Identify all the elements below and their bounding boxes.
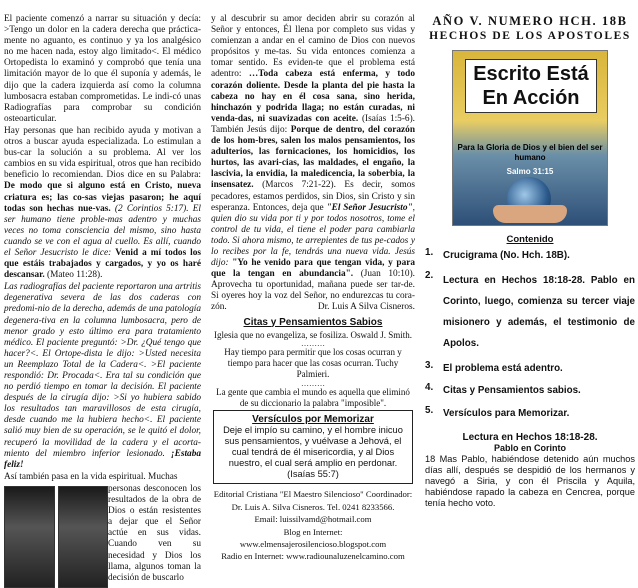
reading-subtitle: Pablo en Corinto — [494, 443, 566, 454]
cover-subtitle: Para la Gloria de Dios y el bien del ser humano — [457, 143, 603, 162]
editorial-info — [211, 488, 415, 562]
list-item: 3. El problema está adentro. — [425, 359, 563, 374]
cover-title: Escrito Está En Acción — [465, 59, 597, 113]
list-item: 5. Versículos para Memorizar. — [425, 404, 570, 419]
quote: La gente que cambia el mundo es aquella que eliminó de su diccionario la palabra "imposible". — [216, 386, 410, 408]
editorial-line: Editorial Cristiana "El Maestro Silencioso" Coordinador: — [213, 489, 413, 500]
author: Dr. Luis A Silva Cisneros. — [317, 302, 415, 313]
issue-header: AÑO V. NUMERO HCH. 18B — [432, 14, 628, 28]
reading-title: Lectura en Hechos 18:18-28. — [462, 432, 598, 444]
editorial-line: Dr. Luis A. Silva Cisneros. Tel. 0241 8233566. — [231, 501, 395, 512]
verses-title: Versículos por Memorizar — [252, 414, 374, 426]
radio-link: Radio en Internet: www.radiounaluzenelcamino.com — [221, 551, 405, 562]
paragraph: y al descubrir su amor deciden abrir su corazón al Señor y entonces, Él llena por completo sus vidas y comienzan a andar en el camino de Dios con nuevos propósitos y me-tas. Su vida entonces comienza a tomar sentido. Es eviden-te que el problema está adentro: …Toda cabeza está enferma, y todo corazón doliente. Desde la planta del pie hasta la cabeza no hay en él cosa sana, sino herida, hinchazón y podrida llaga; no están curadas, ni venda-das, ni suavizadas con aceite. (Isaías 1:5-6). También Jesús dijo: Porque de dentro, del corazón de los hom-bres, salen los malos pensamientos, los adulterios, las fornicaciones, los homicidios, los hurtos, las avari-cias, las maldades, el engaño, la lascivia, la envidia, la maledicencia, la soberbia, la insensatez. (Marcos 7:21-22). Es decir, somos pecadores, estamos perdidos, sin Dios, sin Cristo y sin esperanza. Entonces, deja que "El Señor Jesucristo", quien dio su vida por ti y por todos nosotros, tome el control de tu vida, el tiene el poder para cambiarla todo. Si ahora mismo, te arrepientes de tus pe-cados y lo recibes por la fe, tendrás una nueva vida. Jesús dijo: "Yo he venido para que tengan vida, y para que la tengan en abundancia". (Juan 10:10). Aprovecha tu oportunidad, mañana puede ser tar-de. Si oyeres hoy la voz del Señor, no endurezcas tu cora-zón. Dr. Luis A Silva Cisneros. — [211, 14, 416, 313]
cover-image — [452, 50, 608, 226]
paragraph: El paciente comenzó a narrar su situación y decía: >Tengo un dolor en la cadera derecha que práctica-mente no aguanto, es continuo y ya los analgésico no me hacen nada, estoy algo limitado<. El médico Ortopedista lo examinó y comprobó que tenía una limitación mayor de lo que él suponía y además, le dijo que la cadera izquierda así como la columna lumbosacra estaban comprometidas. Le indi-có unas Radiografías para comprobar su condición osteoarticular. — [4, 14, 201, 124]
book-header: HECHOS DE LOS APOSTOLES — [429, 30, 631, 42]
xray-image — [4, 486, 108, 586]
quote: Iglesia que no evangeliza, se fosiliza. Oswald J. Smith. — [214, 329, 412, 340]
separator: ……… — [301, 339, 325, 349]
list-item: 4. Citas y Pensamientos sabios. — [425, 382, 581, 397]
quotes-title: Citas y Pensamientos Sabios — [243, 316, 383, 328]
quote: Hay tiempo para permitir que los cosas ocurran y tiempo para hacer que las cosas ocurran. Tuchy Palmieri. — [224, 347, 402, 380]
separator: ……… — [301, 378, 325, 388]
cover-reference: Salmo 31:15 — [506, 167, 554, 176]
list-item: 1. Crucigrama (No. Hch. 18B). — [425, 247, 570, 262]
hand-icon — [493, 205, 567, 223]
article-column-1 — [4, 14, 201, 586]
paragraph: Así también pasa en la vida espiritual. Muchas — [4, 471, 178, 482]
list-item: 2. Lectura en Hechos 18:18-28. Pablo en Corinto, luego, comienza su tercer viaje misionero y además, el testimonio de Apolos. — [425, 269, 635, 349]
cover-column — [425, 14, 635, 509]
article-column-2 — [211, 14, 415, 563]
contents-list — [425, 247, 635, 422]
paragraph: Hay personas que han recibido ayuda y motivan a otros a buscar ayuda especializada. Lo estimulan a bus-car la solución a su problema. Al ver los cambios en su vida espiritual, otros que han recibido beneficio lo recomiendan. Dios dice en su Palabra: De modo que si alguno está en Cristo, nueva criatura es; las co-sas viejas pasaron; he aquí todas son hechas nue-vas. (2 Corintios 5:17). El ser humano tiene proble-mas adentro y muchas veces no toma consciencia del mismo, sino hasta cuando se ve con el agua al cuello. Es allí, cuando el Señor Jesucristo le dice: Venid a mí todos los que estáis trabajados y cargados, y yo os haré descansar. (Mateo 11:28). — [4, 125, 201, 281]
paragraph: personas desconocen los resultados de la obra de Dios o están resistentes a dejar que el Señor actúe en sus vidas. Cuando ven su necesidad y Dios los llama, algunos toman la decisión de buscarlo — [108, 483, 201, 583]
verse-box — [213, 410, 413, 484]
blog-link: Blog en Internet: www.elmensajerosilencioso.blogspot.com — [239, 526, 387, 550]
verse-text: Deje el impío su camino, y el hombre inicuo sus pensamientos, y vuélvase a Jehová, el cual tendrá de él misericordia, y al Dios nuestro, el cual será amplio en perdonar. — [223, 425, 403, 469]
email: Email: luissilvamd@hotmail.com — [254, 514, 372, 525]
xray-hip-right — [58, 486, 109, 588]
xray-hip-left — [4, 486, 55, 588]
paragraph: Las radiografías del paciente reportaron una artritis degenerativa severa de las dos caderas con predomi-nio de la derecha, además de una patología degenera-tiva en la columna lumbosacra, pero de menor grado y esto último era para tratamiento médico. El paciente preguntó: >Dr. ¿Qué tengo que hacer?<. El Ortope-dista le dijo: >Usted necesita un Reemplazo Total de la Cadera<. >El paciente respondió: Dr. Procada<. Era tal su condición que no perdió tiempo en tomar la decisión. El paciente después de la cirugía dijo: >Si yo hubiera sabido los resultados tan maravillosos de esta cirugía, desde cuando me la hubiera hecho<. El paciente salió muy bien de su operación, se le quitó el dolor, recuperó la movilidad de la cadera y el acorta-miento del miembro inferior lesionado. ¡Estaba feliz! — [4, 282, 201, 470]
reading-text: 18 Mas Pablo, habiéndose detenido aún muchos días allí, después se despidió de los hermanos y navegó a Siria, y con él Priscila y Aquila, habiéndose rapado la cabeza en Cencrea, porque tenía hecho voto. — [425, 454, 635, 509]
verse-reference: (Isaías 55:7) — [287, 469, 339, 480]
contents-title: Contenido — [506, 234, 554, 245]
